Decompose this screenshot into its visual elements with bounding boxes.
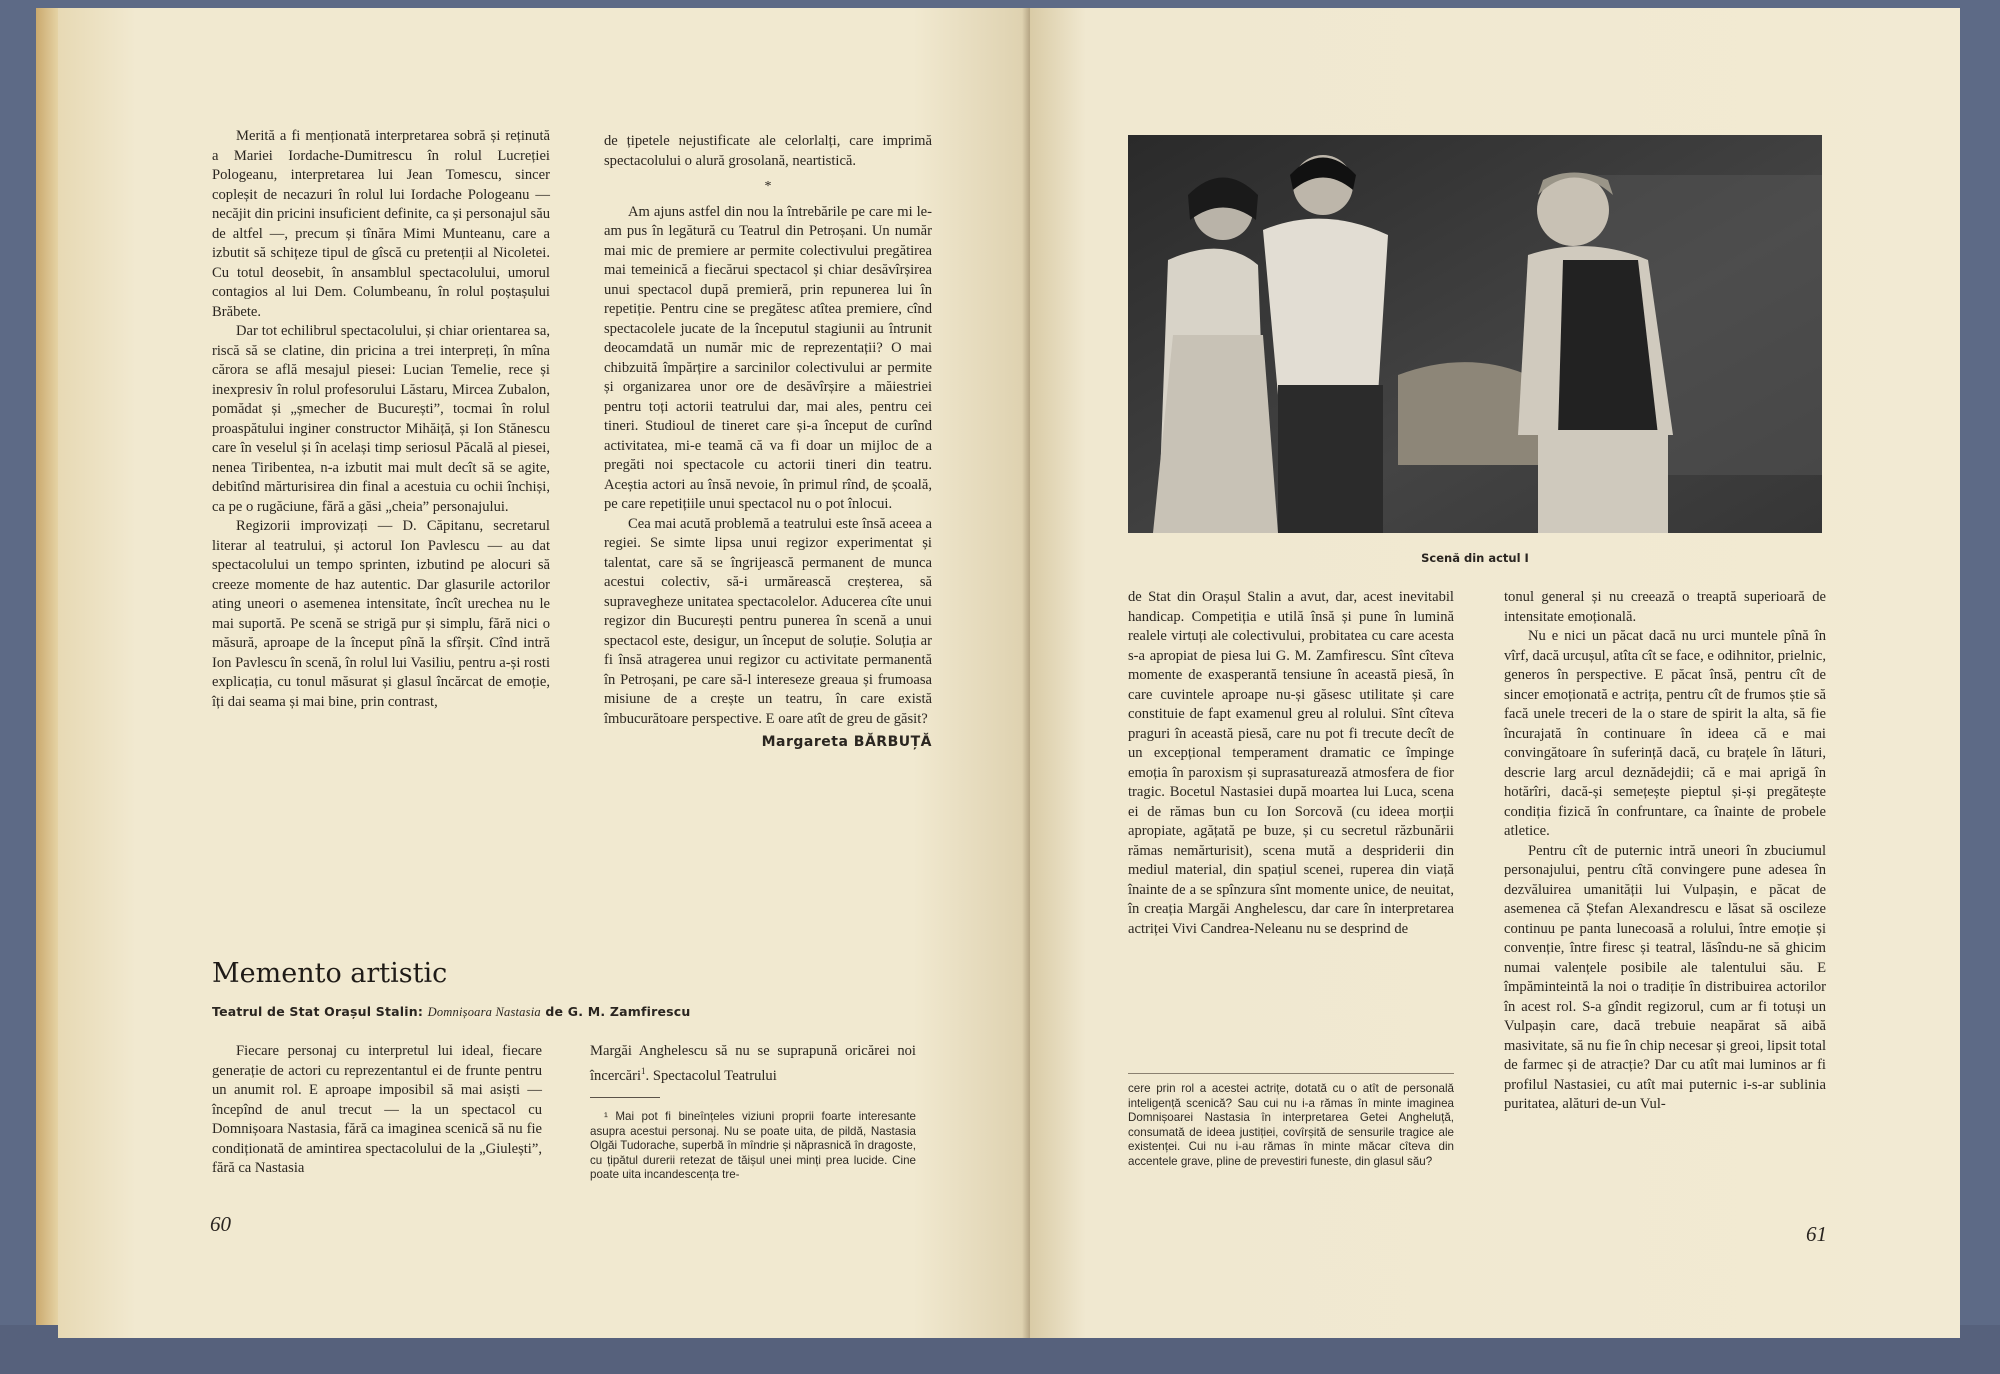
paragraph: Dar tot echilibrul spectacolului, și chiar orientarea sa, riscă să se clatine, din pricina a trei interpreți, în mîna cărora se află mesajul piesei: Lucian Temelie, rece și inexpresiv în rolul profesorului Lăstaru, Mircea Zubalon, pomădat și „șmecher de București”, tocmai în rolul proaspătului inginer constructor Mihăiță, și Ion Stănescu care în veselul și în același timp seriosul Păcală al piesei, nenea Tiribentea, n-a izbutit mai mult decît să se agite, debitînd mărturisirea din final a acestuia cu ochii închiși, ca pe o rugăciune, fără a găsi „cheia” personajului. bbox=[212, 323, 550, 515]
text: . Spectacolul Teatrului bbox=[645, 1067, 777, 1084]
subtitle-prefix: Teatrul de Stat Orașul Stalin: bbox=[212, 1004, 424, 1019]
subtitle-suffix: de G. M. Zamfirescu bbox=[545, 1004, 691, 1019]
paragraph bbox=[590, 1042, 916, 1086]
footnote-rule bbox=[590, 1097, 660, 1098]
paragraph: de Stat din Orașul Stalin a avut, dar, acest inevitabil handicap. Competiția e utilă însă și pune în lumină realele virtuți ale colectivului, probitatea cu care acesta s-a apropiat de piesa lui G. M. Zamfirescu. Sînt cîteva momente de exasperantă tensiune în această piesă, în care cuvintele aproape nu-și găsesc utilitate și care constituie de fapt examenul greu al rolului. Sînt cîteva praguri în această piesă, care nu pot fi trecute decît de un excepțional temperament dramatic ce împinge emoția în paroxism și suprasaturează atmosfera de fior tragic. Bocetul Nastasiei după moartea lui Luca, scena ei de rămas bun cu Ion Sorcovă (cu ideea morții apropiate, agățată pe buze, și cu secretul răzbunării rămas nemărturisit), scena mută a despriderii din mediul material, din spațiul scenei, ruperea din viață înainte de a se spînzura sînt momente unice, de neuitat, în creația Margăi Anghelescu, dar care în interpretarea actriței Vivi Candrea-Neleanu nu se desprind de bbox=[1128, 589, 1454, 937]
right-column-2 bbox=[1504, 588, 1826, 1115]
play-title: Domnișoara Nastasia bbox=[427, 1005, 541, 1019]
footnote-text: cere prin rol a acestei actrițe, dotată cu o atît de personală inteligență scenică? Sau cui nu i-a rămas în minte imaginea Domnișoarei Nastasia în interpretarea Getei Angheluță, consumată de ideea justiției, covîrșită de sensurile tragice ale existenței. Cui nu i-au rămas în minte măcar cîteva din accentele grave, pline de prevestiri funeste, din glasul său? bbox=[1128, 1082, 1454, 1168]
section-title: Memento artistic bbox=[212, 958, 448, 989]
right-column-1 bbox=[1128, 588, 1454, 939]
paragraph: Regizorii improvizați — D. Căpitanu, secretarul literar al teatrului, și actorul Ion Pavlescu — au dat spectacolului un tempo sprinten, izbutind pe alocuri să creeze momente de haz autentic. Dar glasurile actorilor ating uneori o asemenea intensitate, încît urechea nu le mai suportă. Pe scenă se strigă pur și simplu, fără nici o măsură, aproape de la început pînă la sfîrșit. Cînd intră Ion Pavlescu în scenă, în rolul lui Vasiliu, pentru a-și rosti explicația, cu tonul măsurat și glasul încărcat de emoție, îți dai seama și mai bine, prin contrast, bbox=[212, 518, 550, 710]
photo-caption: Scenă din actul I bbox=[1421, 551, 1529, 565]
page-number: 60 bbox=[210, 1212, 231, 1236]
scene-photograph bbox=[1128, 135, 1822, 533]
left-column-1 bbox=[212, 127, 550, 712]
paragraph: Am ajuns astfel din nou la întrebările pe care mi le-am pus în legătură cu Teatrul din Petroșani. Un număr mai mic de premiere ar permite colectivului pregătirea mai temeinică a fiecărui spectacol și chiar desăvîrșirea unui spectacol după premieră, prin repunerea lui în repetiție. Pentru cine se pregătesc atîtea premiere, cînd spectacolele jucate de la începutul stagiunii au întrunit deocamdată un număr mic de reprezentații? O mai chibzuită împărțire a sarcinilor colectivului ar permite și organizarea unor ore de desăvîrșire a măiestriei pentru toți actorii teatrului dar, mai ales, pentru cei tineri. Studioul de tineret care și-a început de curînd activitatea, mi-e teamă că va fi doar un mijloc de a pregăti noi spectacole cu actorii tineri din teatru. Aceștia actori au însă nevoie, în primul rînd, de școală, pe care repetițiile unui spectacol nu o pot înlocui. bbox=[604, 203, 932, 512]
paragraph: de țipetele nejustificate ale celorlalți, care imprimă spectacolului o alură grosolană, neartistică. bbox=[604, 133, 932, 169]
scene-photo-image bbox=[1128, 135, 1822, 533]
footnote bbox=[1128, 1082, 1454, 1170]
page-number: 61 bbox=[1806, 1222, 1827, 1246]
author-signature: Margareta BĂRBUȚĂ bbox=[761, 734, 932, 750]
footnote-rule bbox=[1128, 1073, 1454, 1074]
text: Margăi Anghelescu să nu se suprapună oricărei noi încercări bbox=[590, 1043, 916, 1084]
left-bottom-column-1 bbox=[212, 1042, 542, 1179]
paragraph: Nu e nici un păcat dacă nu urci muntele pînă în vîrf, dacă urcușul, atîta cît se face, e odihnitor, prielnic, generos în perspective. E păcat însă, pentru cît de sincer emoționată e actrița, pentru cît de frumos știe să facă unele treceri de la o stare de spirit la alta, să fie încurajată în continuare în ideea că e mai convingătoare în suferință dacă, cu brațele în lături, descrie larg arcul deznădejdii; că e mai aprigă în hotărîri, dacă-și semețește pieptul și-și pregătește condiția fizică în confruntare, ca înainte de probele atletice. bbox=[1504, 628, 1826, 839]
paragraph: Merită a fi menționată interpretarea sobră și reținută a Mariei Iordache-Dumitrescu în rolul Lucreției Pologeanu, interpretarea lui Jean Tomescu, sincer copleșit de necazuri în rolul lui Iordache Pologeanu — necăjit din pricini insuficient definite, ca și personajul său de altfel —, precum și tînăra Mimi Munteanu, care a izbutit să schițeze tipul de gîscă cu pretenții al Nicoletei. Cu totul deosebit, în ansamblul spectacolului, umorul contagios al lui Dem. Columbeanu, în rolul poștașului Brăbete. bbox=[212, 128, 550, 320]
paragraph: tonul general și nu creează o treaptă superioară de intensitate emoțională. bbox=[1504, 589, 1826, 625]
footnote bbox=[590, 1110, 916, 1183]
paragraph: Pentru cît de puternic intră uneori în zbuciumul personajului, pentru cîtă convingere pune adesea în dezvăluirea umanității lui Vulpașin, e păcat de asemenea că Ștefan Alexandrescu e lăsat să oscileze continuu pe panta lunecoasă a rolului, între emoție și convenție, între firesc și teatral, lăsîndu-ne să ghicim numai valențele posibile ale talentului său. E împăminteintă la noi o tradiție în distribuirea actorilor în acest rol. S-a gîndit regizorul, cum ar fi totuși un Vulpașin care, dacă trebuie neapărat să aibă masivitate, să nu fie în chip necesar și greoi, lipsit total de farmec și de atracție? Dar cu atît mai luminos ar fi profilul Nastasiei, cu atît mai puternic i-s-ar sublinia puritatea, alături de-un Vul- bbox=[1504, 842, 1826, 1112]
paragraph: Cea mai acută problemă a teatrului este însă aceea a regiei. Se simte lipsa unui regizor experimentat și talentat, care să se îngrijească permanent de munca acestui colectiv, să-i urmărească creșterea, să supravegheze unitatea spectacolelor. Aducerea cîte unui regizor din București pentru punerea în scenă a unui spectacol este, desigur, un început de soluție. Soluția ar fi însă atragerea unui regizor cu activitate permanentă în Petroșani, pe care să-l intereseze greaua și frumoasa misiune de a crește un teatru, în care există îmbucurătoare perspective. E oare atît de greu de găsit? bbox=[604, 515, 932, 727]
footnote-text: ¹ Mai pot fi bineînțeles viziuni proprii foarte interesante asupra acestui personaj. Nu se poate uita, de pildă, Nastasia Olgăi Tudorache, superbă în mîndrie și năprasnică în dragoste, cu țipătul durerii retezat de tăișul unei minți prea lucide. Cine poate uita incandescența tre- bbox=[590, 1110, 916, 1182]
paragraph: Fiecare personaj cu interpretul lui ideal, fiecare generație de actori cu reprezentantul ei de frunte pentru un anumit rol. E aproape imposibil să mai asiști — începînd de anul trecut — la un spectacol cu Domnișoara Nastasia, fără ca imaginea scenică să nu fie condiționată de amintirea spectacolului de la „Giulești”, fără ca Nastasia bbox=[212, 1043, 542, 1176]
section-separator: * bbox=[764, 179, 772, 194]
left-bottom-column-2 bbox=[590, 1042, 916, 1086]
left-column-2 bbox=[604, 132, 932, 753]
section-subtitle bbox=[212, 1004, 691, 1020]
footnote-marker: 1 bbox=[641, 1065, 646, 1076]
